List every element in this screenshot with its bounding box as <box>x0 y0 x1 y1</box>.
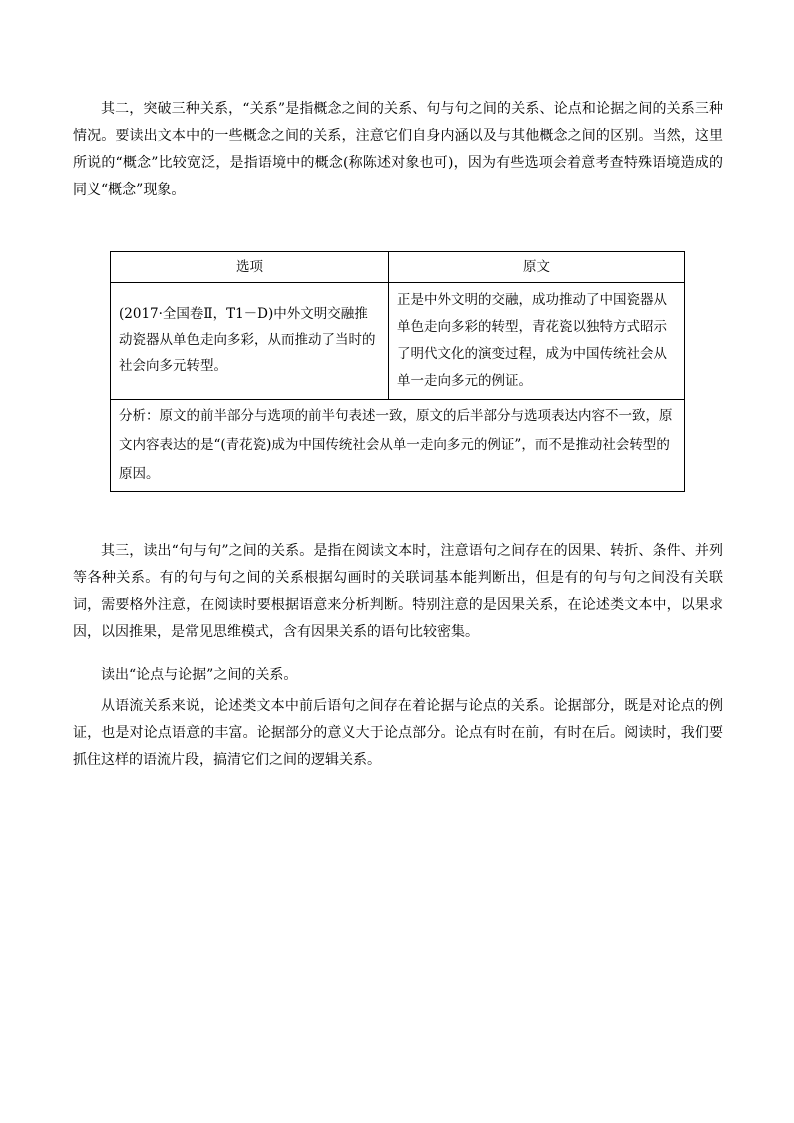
option-text: (2017·全国卷Ⅱ，T1－D)中外文明交融推动瓷器从单色走向多彩，从而推动了当时的社会向多元转型。 <box>119 306 376 374</box>
table-row-analysis <box>111 400 685 492</box>
table-cell-analysis: 分析：原文的前半部分与选项的前半句表述一致，原文的后半部分与选项表达内容不一致，原文内容表达的是“(青花瓷)成为中国传统社会从单一走向多元的例证”，而不是推动社会转型的原因。 <box>111 400 685 492</box>
paragraph-argument-relations: 从语流关系来说，论述类文本中前后语句之间存在着论据与论点的关系。论据部分，既是对论点的例证，也是对论点语意的丰富。论据部分的意义大于论点部分。论点有时在前，有时在后。阅读时，我们要抓住这样的语流片段，搞清它们之间的逻辑关系。 <box>73 698 723 768</box>
table-row <box>111 283 685 400</box>
table-cell-option <box>111 283 389 400</box>
example-table <box>110 251 685 492</box>
paragraph-three-relations: 其二，突破三种关系，“关系”是指概念之间的关系、句与句之间的关系、论点和论据之间的关系三种情况。要读出文本中的一些概念之间的关系，注意它们自身内涵以及与其他概念之间的区别。当然，这里所说的“概念”比较宽泛，是指语境中的概念(称陈述对象也可)，因为有些选项会着意考查特殊语境造成的同义“概念”现象。 <box>73 101 723 198</box>
table-cell-original: 正是中外文明的交融，成功推动了中国瓷器从单色走向多彩的转型，青花瓷以独特方式昭示了明代文化的演变过程，成为中国传统社会从单一走向多元的例证。 <box>389 283 685 400</box>
paragraph-sentence-relations: 其三，读出“句与句”之间的关系。是指在阅读文本时，注意语句之间存在的因果、转折、条件、并列等各种关系。有的句与句之间的关系根据勾画时的关联词基本能判断出，但是有的句与句之间没有关联词，需要格外注意，在阅读时要根据语意来分析判断。特别注意的是因果关系，在论述类文本中，以果求因，以因推果，是常见思维模式，含有因果关系的语句比较密集。 <box>73 543 723 640</box>
table-header-row <box>111 252 685 283</box>
table-header-option: 选项 <box>111 252 389 283</box>
paragraph-argument-heading: 读出“论点与论据”之间的关系。 <box>101 667 298 683</box>
table-header-original: 原文 <box>389 252 685 283</box>
